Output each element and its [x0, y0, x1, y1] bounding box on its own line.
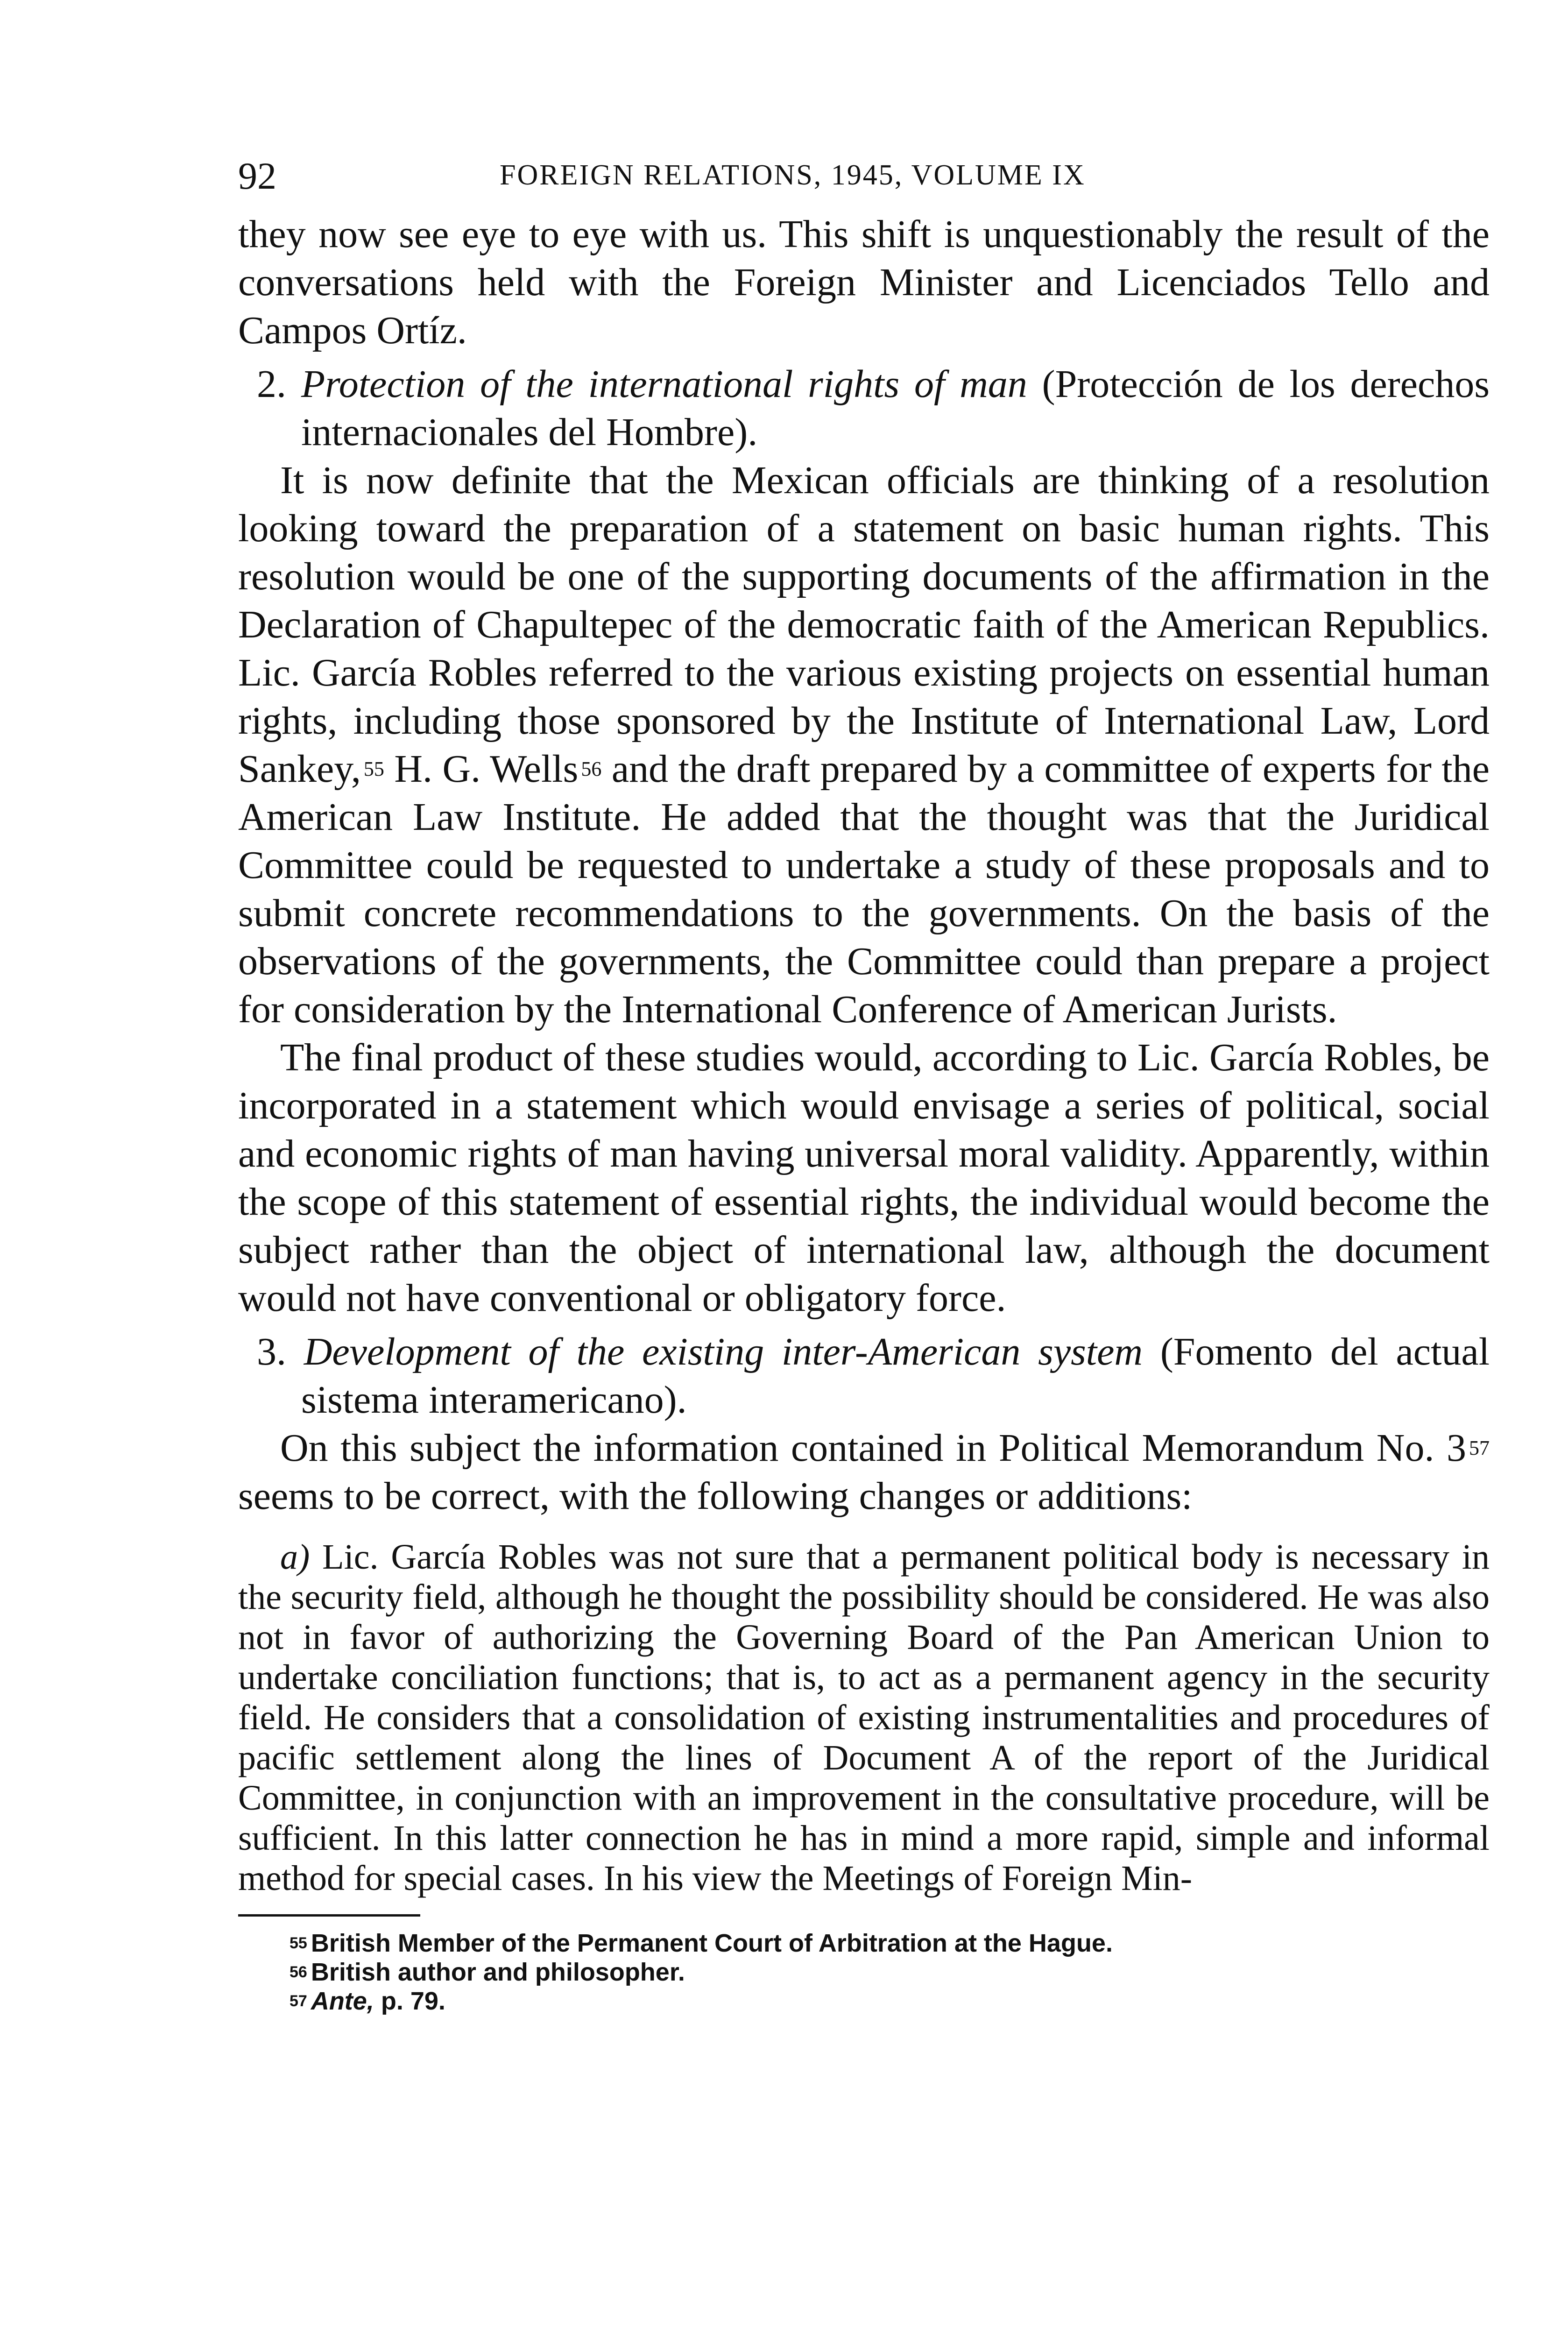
paragraph-text: H. G. Wells	[384, 747, 579, 791]
section-title: Protection of the international rights of man	[301, 362, 1027, 406]
paragraph-final-product: The final product of these studies would, according to Lic. García Robles, be incorporated in a statement which would envisage a series of political, social and economic rights of man having universal moral validity. Apparently, within the scope of this statement of essential rights, the individual would become the subject rather than the object of international law, although the document would not have conventional or obligatory force.	[238, 1036, 1490, 1320]
paragraph-text: It is now definite that the Mexican officials are thinking of a resolution looking toward the preparation of a statement on basic human rights. This resolution would be one of the supporting documents of the affirmation in the Declaration of Chapultepec of the democratic faith of the American Republics. Lic. García Robles referred to the various existing projects on essential human rights, including those sponsored by the Institute of International Law, Lord Sankey,	[238, 459, 1490, 791]
section-title: Development of the existing inter-American system	[304, 1330, 1143, 1373]
paragraph-continuation: they now see eye to eye with us. This shift is unquestionably the result of the conversations held with the Foreign Minister and Licenciados Tello and Campos Ortíz.	[238, 212, 1490, 352]
paragraph-text: seems to be correct, with the following changes or additions:	[238, 1474, 1193, 1518]
footnote-ref-56: 56	[581, 757, 602, 780]
spacer	[238, 1520, 1490, 1537]
section-heading-2	[238, 360, 1490, 456]
footnote-55	[238, 1929, 1490, 1958]
item-label: a)	[280, 1537, 310, 1577]
section-number: 2.	[257, 362, 286, 406]
footnote-text: p. 79.	[374, 1987, 445, 2015]
footnote-text: British author and philosopher.	[311, 1958, 685, 1986]
page-number: 92	[238, 155, 276, 197]
footnote-number: 57	[290, 1992, 307, 2010]
section-number: 3.	[257, 1330, 286, 1373]
running-head: FOREIGN RELATIONS, 1945, VOLUME IX	[500, 159, 1086, 191]
footnote-number: 56	[290, 1963, 307, 1981]
paragraph-text: and the draft prepared by a committee of experts for the American Law Institute. He added that the thought was that the Juridical Committee could be requested to undertake a study of these proposals and to submit concrete recommendations to the governments. On the basis of the observations of the governments, the Committee could than prepare a project for consideration by the International Conference of American Jurists.	[238, 747, 1490, 1031]
page-header	[238, 154, 1490, 210]
section-title-translation: (Fomento del actual sistema interamericano).	[301, 1330, 1490, 1422]
footnote-ref-55: 55	[363, 757, 384, 780]
footnote-56	[238, 1958, 1490, 1987]
footnote-italic-text: Ante,	[311, 1987, 374, 2015]
footnote-ref-57: 57	[1469, 1436, 1490, 1459]
section-heading-3	[238, 1328, 1490, 1424]
footnote-57	[238, 1987, 1490, 2016]
section-title-translation: (Protección de los derechos internacionales del Hombre).	[301, 362, 1490, 454]
paragraph-human-rights	[238, 456, 1490, 1033]
footnote-text: British Member of the Permanent Court of Arbitration at the Hague.	[311, 1929, 1113, 1957]
paragraph-text: Lic. García Robles was not sure that a permanent political body is necessary in the security field, although he thought the possibility should be considered. He was also not in favor of authorizing the Governing Board of the Pan American Union to undertake conciliation functions; that is, to act as a permanent agency in the security field. He considers that a consolidation of existing instrumentalities and procedures of pacific settlement along the lines of Document A of the report of the Juridical Committee, in conjunction with an improvement in the consultative procedure, will be sufficient. In this latter connection he has in mind a more rapid, simple and informal method for special cases. In his view the Meetings of Foreign Min-	[238, 1537, 1490, 1898]
paragraph-text: On this subject the information contained in Political Memorandum No. 3	[280, 1426, 1466, 1470]
paragraph-memorandum	[238, 1424, 1490, 1520]
footnote-divider	[238, 1914, 420, 1917]
paragraph-item-a	[238, 1537, 1490, 1898]
document-page	[238, 154, 1490, 2016]
footnote-number: 55	[290, 1934, 307, 1952]
